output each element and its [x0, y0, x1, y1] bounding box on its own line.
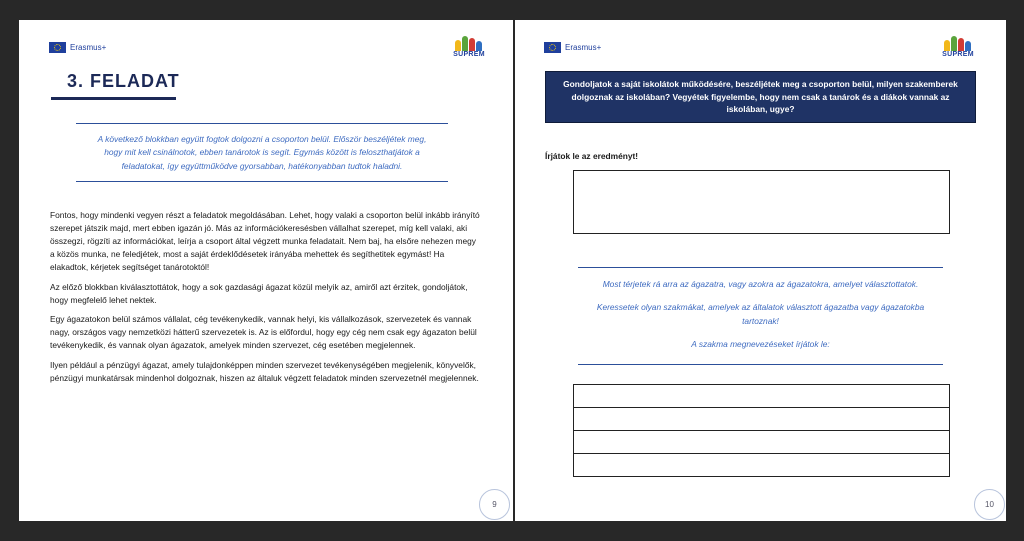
body-paragraph: Egy ágazatokon belül számos vállalat, cég tevékenykedik, vannak helyi, kis vállalkozások, szervezetek és vannak nagy, országos vagy nemzetközi hátterű szervezetek is. Az is előfordul, hogy egy cég nem csak egy ágazaton belül tevékenykedik, és vannak olyan ágazatok, amelyek minden szervezet, cég esetében megjelennek.	[50, 314, 477, 351]
title-underline	[51, 97, 176, 100]
intro-box	[76, 123, 448, 182]
suprem-label: SUPREM	[942, 51, 974, 58]
suprem-logo	[938, 35, 978, 58]
eu-flag-icon	[544, 42, 561, 53]
answer-row[interactable]	[574, 408, 950, 431]
suprem-logo	[449, 35, 489, 58]
answer-row[interactable]	[574, 454, 950, 477]
right-page	[515, 20, 1006, 521]
answer-table	[573, 384, 950, 477]
eu-flag-icon	[49, 42, 66, 53]
body-paragraph: Fontos, hogy mindenki vegyen részt a feladatok megoldásában. Lehet, hogy valaki a csoporton belül inkább irányító szerepet játszik majd, mert ebben igazán jó. Más az információkeresésben vállalhat szerepet, míg kell valaki, aki összegzi, rögzíti az információkat, leírja a csoport által végzett munka feladatait. Nem baj, ha elsőre nehezen megy a közös munka, ne feledjétek, most a saját érdeklődésetek irányába mehettek és segíthetitek egymást! Ha elakadtok, kérjetek segítséget tanárotoktól!	[50, 210, 480, 273]
left-page	[19, 20, 513, 521]
instructions-box	[578, 267, 943, 365]
page-number: 10	[974, 489, 1005, 520]
erasmus-label: Erasmus+	[70, 43, 107, 52]
task-title: 3. FELADAT	[67, 71, 180, 91]
erasmus-logo	[544, 42, 601, 53]
page-number: 9	[479, 489, 510, 520]
erasmus-label: Erasmus+	[565, 43, 602, 52]
instruction-text: A szakma megnevezéseket írjátok le:	[691, 339, 830, 350]
suprem-figures-icon	[449, 35, 489, 51]
erasmus-logo	[49, 42, 106, 53]
body-text	[50, 209, 480, 391]
prompt-box	[545, 71, 976, 123]
answer-row[interactable]	[574, 385, 950, 408]
result-answer-box[interactable]	[573, 170, 950, 234]
body-paragraph: Ilyen például a pénzügyi ágazat, amely tulajdonképpen minden szervezet tevékenységében megjelenik, könyvelők, pénzügyi munkatársak mindenhol dolgoznak, hiszen az általuk végzett feladatok minden szervezetnél megjelennek.	[50, 359, 479, 383]
instruction-text: Most térjetek rá arra az ágazatra, vagy azokra az ágazatokra, amelyet választottatok.	[602, 279, 919, 289]
instruction-text: Keressetek olyan szakmákat, amelyek az általatok választott ágazatba vagy ágazatokba tartoznak!	[596, 302, 925, 326]
prompt-text: Gondoljatok a saját iskolátok működésére, beszéljétek meg a csoporton belül, milyen szakemberek dolgoznak az iskolában? Vegyétek figyelembe, hogy nem csak a tanárok és a diákok vannak az iskolában, ugye?	[563, 79, 958, 115]
intro-text: A következő blokkban együtt fogtok dolgozni a csoporton belül. Először beszéljétek meg, hogy mit kell csinálnotok, ebben tanárotok is segít. Egymás között is feloszthatjátok a feladatokat, így együttműködve gyorsabban, hatékonyabban tudtok haladni.	[97, 134, 427, 171]
body-paragraph: Az előző blokkban kiválasztottátok, hogy a sok gazdasági ágazat közül melyik az, amiről azt érzitek, gondoljátok, hogy megfelelő lehet nektek.	[50, 281, 468, 305]
answer-row[interactable]	[574, 431, 950, 454]
suprem-label: SUPREM	[453, 51, 485, 58]
result-label: Írjátok le az eredményt!	[545, 151, 639, 161]
suprem-figures-icon	[938, 35, 978, 51]
